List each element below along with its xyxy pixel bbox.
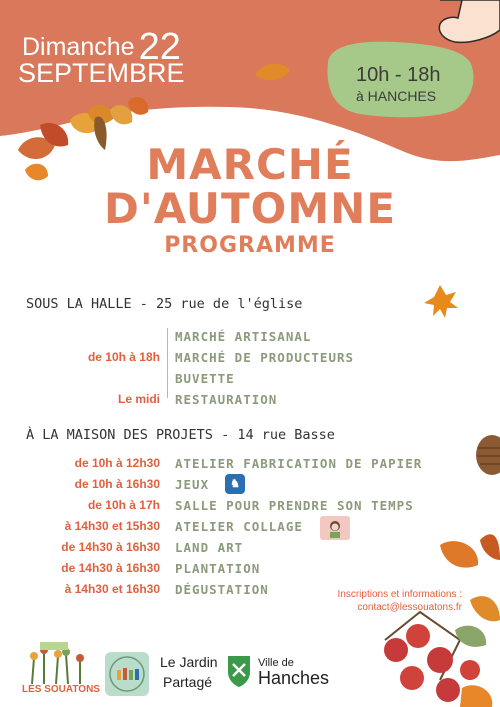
opening-hours: 10h - 18h (356, 64, 441, 86)
souatons-label: LES SOUATONS (22, 684, 100, 695)
program-row (0, 519, 500, 539)
row-activity: DÉGUSTATION (175, 582, 269, 597)
row-activity: MARCHÉ ARTISANAL (175, 329, 312, 344)
row-time: de 14h30 à 16h30 (61, 561, 160, 575)
section-heading-halle: SOUS LA HALLE - 25 rue de l'église (26, 296, 303, 312)
row-activity: RESTAURATION (175, 392, 278, 407)
program-row (0, 498, 500, 518)
row-activity: JEUX (175, 477, 210, 492)
program-row (0, 540, 500, 560)
date-month: SEPTEMBRE (18, 58, 185, 88)
ville-line2: Hanches (258, 668, 330, 688)
games-icon: ♞ (225, 474, 245, 494)
contact-label: Inscriptions et informations : (337, 589, 462, 600)
program-row (0, 371, 500, 391)
jardin-line1: Le Jardin (160, 654, 218, 670)
row-time: Le midi (117, 392, 160, 406)
row-time: à 14h30 et 16h30 (64, 582, 160, 596)
program-row (0, 350, 500, 370)
row-time: de 10h à 16h30 (74, 477, 160, 491)
contact-email[interactable]: contact@lessouatons.fr (357, 602, 462, 613)
collage-icon (320, 516, 350, 540)
program-row (0, 456, 500, 476)
program-row (0, 477, 500, 497)
jardin-line2: Partagé (163, 674, 213, 690)
row-activity: BUVETTE (175, 371, 235, 386)
row-time: de 10h à 12h30 (74, 456, 160, 470)
row-activity: PLANTATION (175, 561, 261, 576)
row-activity: ATELIER FABRICATION DE PAPIER (175, 456, 423, 471)
row-activity: LAND ART (175, 540, 244, 555)
souatons-logo (22, 640, 92, 684)
program-row (0, 392, 500, 412)
day-label: Dimanche (22, 33, 135, 61)
row-time: de 10h à 17h (87, 498, 160, 512)
jardin-partage-logo (105, 652, 149, 696)
row-activity: ATELIER COLLAGE (175, 519, 303, 534)
program-row (0, 329, 500, 349)
title-line2: D'AUTOMNE (103, 184, 397, 233)
program-row (0, 561, 500, 581)
title-line1: MARCHÉ (146, 140, 354, 189)
row-time: à 14h30 et 15h30 (64, 519, 160, 533)
event-place: à HANCHES (356, 88, 437, 104)
row-time: de 10h à 18h (87, 350, 160, 364)
day-number: 22 (138, 26, 181, 68)
hanches-shield-icon (226, 654, 252, 688)
row-activity: MARCHÉ DE PRODUCTEURS (175, 350, 355, 365)
row-activity: SALLE POUR PRENDRE SON TEMPS (175, 498, 414, 513)
row-time: de 14h30 à 16h30 (61, 540, 160, 554)
ville-line1: Ville de (258, 657, 294, 669)
section-heading-maison: À LA MAISON DES PROJETS - 14 rue Basse (26, 427, 335, 443)
title-programme: PROGRAMME (164, 233, 336, 258)
